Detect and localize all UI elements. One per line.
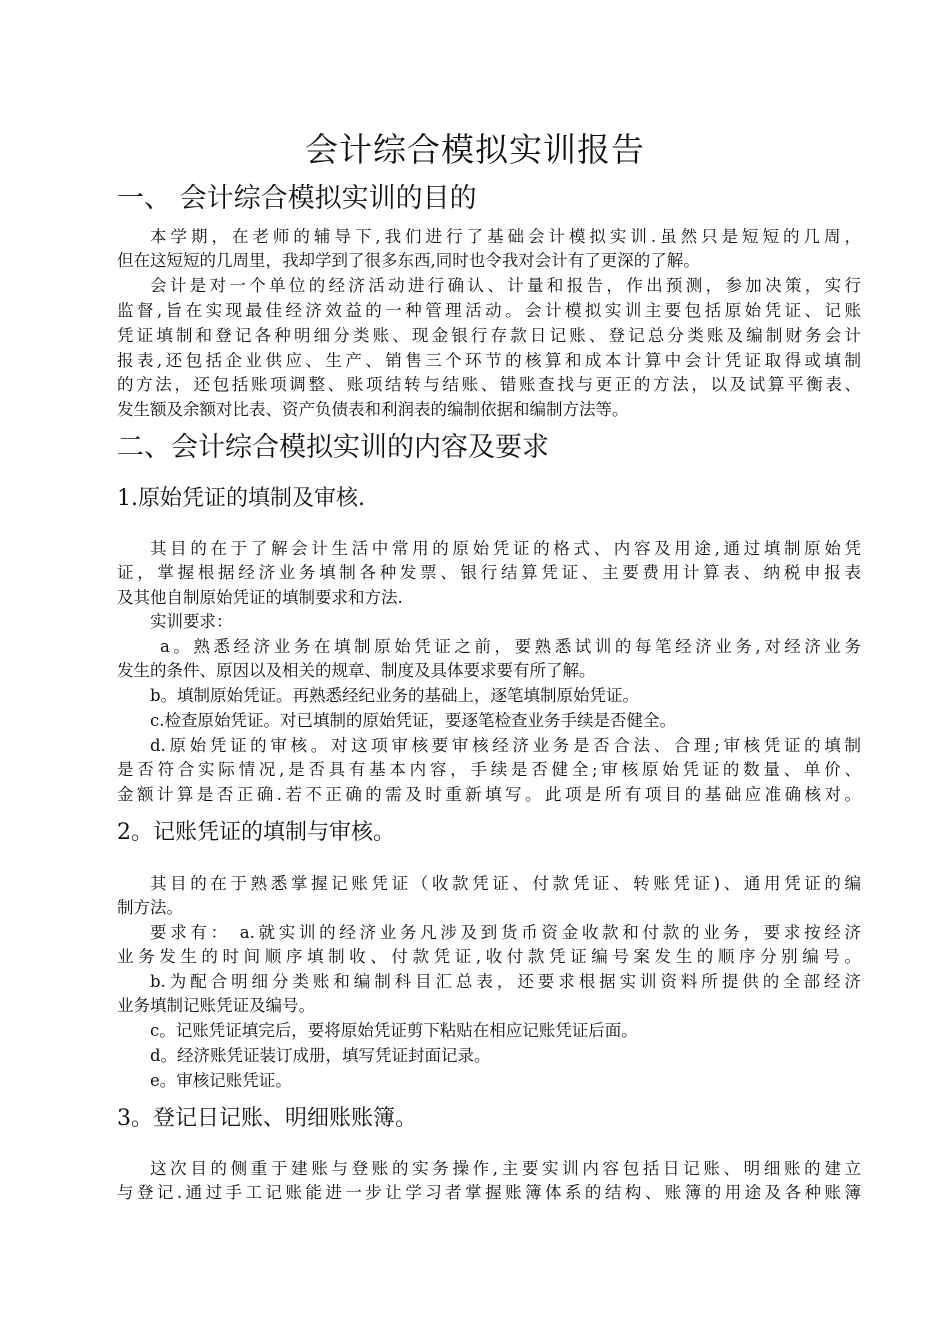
paragraph-line: 监督,旨在实现最佳经济效益的一种管理活动。会计模拟实训主要包括原始凭证、记账 <box>117 301 861 320</box>
paragraph-line: 其目的在于了解会计生活中常用的原始凭证的格式、内容及用途,通过填制原始凭 <box>150 539 861 558</box>
paragraph-line: c。记账凭证填完后，要将原始凭证剪下粘贴在相应记账凭证后面。 <box>150 1021 638 1040</box>
paragraph-line: b。填制原始凭证。再熟悉经纪业务的基础上，逐笔填制原始凭证。 <box>150 686 640 705</box>
section2-heading: 二、会计综合模拟实训的内容及要求 <box>117 432 549 463</box>
subsection1-heading: 1.原始凭证的填制及审核. <box>117 486 365 511</box>
paragraph-line: 这次目的侧重于建账与登账的实务操作,主要实训内容包括日记账、明细账的建立 <box>150 1159 861 1178</box>
subsection2-heading: 2。记账凭证的填制与审核。 <box>117 820 395 845</box>
paragraph-line: 是否符合实际情况,是否具有基本内容，手续是否健全;审核原始凭证的数量、单价、 <box>117 760 861 779</box>
paragraph-line: 但在这短短的几周里，我却学到了很多东西,同时也令我对会计有了更深的了解。 <box>117 251 700 270</box>
paragraph-line: 的方法，还包括账项调整、账项结转与结账、错账查找与更正的方法，以及试算平衡表、 <box>117 375 861 394</box>
paragraph-line: 实训要求： <box>150 612 233 631</box>
paragraph-line: 其目的在于熟悉掌握记账凭证（收款凭证、付款凭证、转账凭证)、通用凭证的编 <box>150 874 861 893</box>
paragraph-line: e。审核记账凭证。 <box>150 1071 292 1090</box>
paragraph-line: 及其他自制原始凭证的填制要求和方法. <box>117 588 403 607</box>
paragraph-line: 凭证填制和登记各种明细分类账、现金银行存款日记账、登记总分类账及编制财务会计 <box>117 326 861 345</box>
paragraph-line: 金额计算是否正确.若不正确的需及时重新填写。此项是所有项目的基础应准确核对。 <box>117 785 861 804</box>
paragraph-line: 证，掌握根据经济业务填制各种发票、银行结算凭证、主要费用计算表、纳税申报表 <box>117 563 861 582</box>
paragraph-line: 发生额及余额对比表、资产负债表和利润表的编制依据和编制方法等。 <box>117 400 629 419</box>
paragraph-line: 发生的条件、原因以及相关的规章、制度及具体要求要有所了解。 <box>117 661 596 680</box>
paragraph-line: d.原始凭证的审核。对这项审核要审核经济业务是否合法、合理;审核凭证的填制 <box>150 736 861 755</box>
paragraph-line: 与登记.通过手工记账能进一步让学习者掌握账簿体系的结构、账簿的用途及各种账簿 <box>117 1183 861 1202</box>
document-title: 会计综合模拟实训报告 <box>305 130 645 169</box>
subsection3-heading: 3。登记日记账、明细账账簿。 <box>117 1106 417 1131</box>
paragraph-line: 业务填制记账凭证及编号。 <box>117 996 315 1015</box>
paragraph-line: 业务发生的时间顺序填制收、付款凭证,收付款凭证编号案发生的顺序分别编号。 <box>117 947 861 966</box>
paragraph-line: 报表,还包括企业供应、生产、销售三个环节的核算和成本计算中会计凭证取得或填制 <box>117 351 861 370</box>
paragraph-line: 本学期，在老师的辅导下,我们进行了基础会计模拟实训.虽然只是短短的几周， <box>150 227 861 246</box>
paragraph-line: a。熟悉经济业务在填制原始凭证之前，要熟悉试训的每笔经济业务,对经济业务 <box>160 637 861 656</box>
paragraph-line: 要求有： a.就实训的经济业务凡涉及到货币资金收款和付款的业务，要求按经济 <box>150 923 861 942</box>
paragraph-line: 会计是对一个单位的经济活动进行确认、计量和报告，作出预测，参加决策，实行 <box>150 276 861 295</box>
section1-heading: 一、 会计综合模拟实训的目的 <box>117 183 477 214</box>
paragraph-line: 制方法。 <box>117 898 183 917</box>
paragraph-line: c.检查原始凭证。对已填制的原始凭证，要逐笔检查业务手续是否健全。 <box>150 711 676 730</box>
paragraph-line: d。经济账凭证装订成册，填写凭证封面记录。 <box>150 1046 491 1065</box>
paragraph-line: b.为配合明细分类账和编制科目汇总表，还要求根据实训资料所提供的全部经济 <box>150 972 861 991</box>
